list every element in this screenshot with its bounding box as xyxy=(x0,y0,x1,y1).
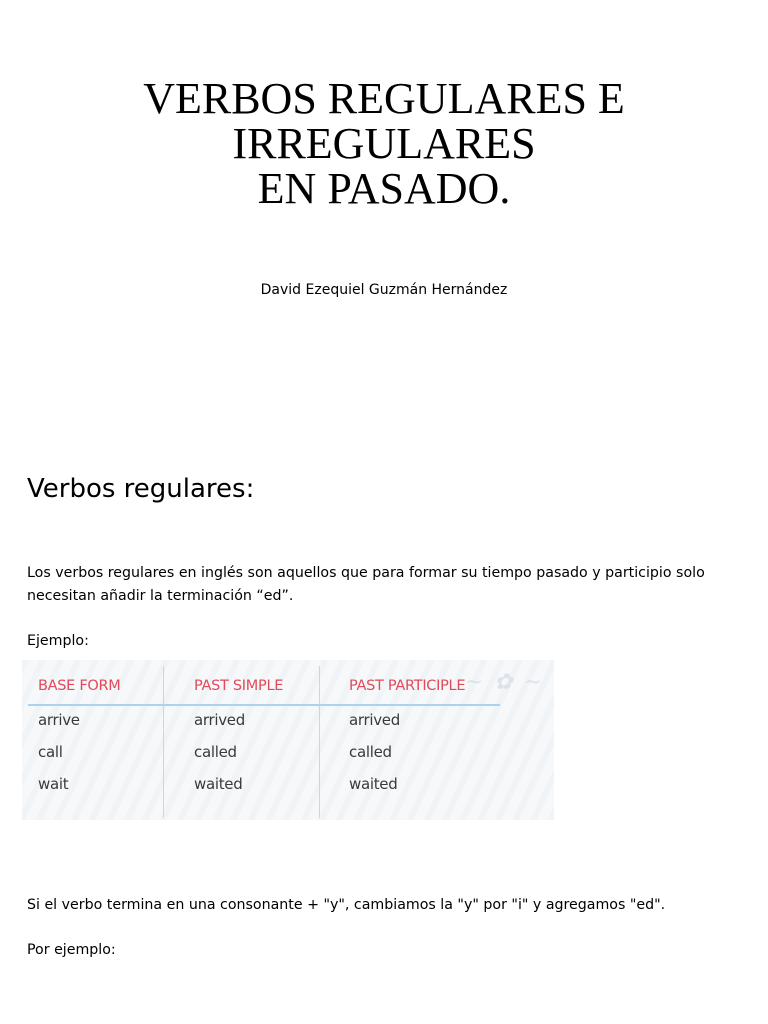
table-cell: arrived xyxy=(349,711,400,729)
title-line-3: EN PASADO. xyxy=(257,164,511,213)
page-title xyxy=(0,76,768,211)
example-label-2: Por ejemplo: xyxy=(27,942,116,958)
table-cell: arrived xyxy=(194,711,245,729)
table-cell: call xyxy=(38,743,63,761)
table-cell: waited xyxy=(194,775,243,793)
rule-paragraph: Si el verbo termina en una consonante + "y", cambiamos la "y" por "i" y agregamos "ed". xyxy=(27,897,666,913)
table-cell: wait xyxy=(38,775,69,793)
table-cell: called xyxy=(349,743,392,761)
header-divider xyxy=(28,704,500,706)
column-divider xyxy=(319,666,320,818)
intro-paragraph: Los verbos regulares en inglés son aquellos que para formar su tiempo pasado y participio solo necesitan añadir la terminación “ed”. xyxy=(27,565,705,604)
section-heading: Verbos regulares: xyxy=(27,474,255,504)
column-divider xyxy=(163,666,164,818)
table-cell: called xyxy=(194,743,237,761)
title-slide xyxy=(0,0,768,420)
table-header-past-simple: PAST SIMPLE xyxy=(194,678,284,694)
title-line-1: VERBOS REGULARES E xyxy=(143,74,625,123)
table-header-past-participle: PAST PARTICIPLE xyxy=(349,678,466,694)
table-cell: waited xyxy=(349,775,398,793)
table-header-base-form: BASE FORM xyxy=(38,678,121,694)
watermark-decoration: ~ ✿ ~ xyxy=(464,670,544,695)
table-cell: arrive xyxy=(38,711,80,729)
example-verb-table xyxy=(22,660,554,820)
example-label: Ejemplo: xyxy=(27,633,89,649)
title-line-2: IRREGULARES xyxy=(232,119,536,168)
author-name: David Ezequiel Guzmán Hernández xyxy=(260,282,508,298)
